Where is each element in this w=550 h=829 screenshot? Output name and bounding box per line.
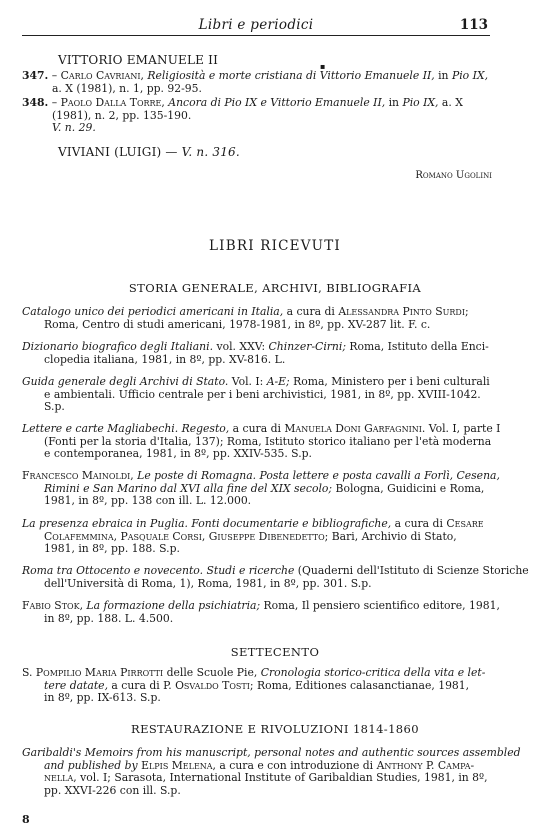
book-publication: vol. I; Sarasota, International Institute of Garibaldian Studies, 1981, in 8º,: [76, 771, 488, 784]
book-entry-catalogo: [22, 306, 492, 331]
entry-author: Paolo Dalla Torre,: [60, 96, 165, 109]
book-editor: Cesare: [446, 517, 484, 530]
entry-author: Carlo Cavriani,: [60, 69, 144, 82]
subhead-settecento: SETTECENTO: [230, 645, 320, 659]
subhead-restaurazione: [0, 722, 550, 736]
entry-title: Ancora di Pio IX e Vittorio Emanuele II,: [168, 96, 386, 109]
book-title: Guida generale degli Archivi di Stato.: [22, 375, 229, 388]
entry-in: in: [438, 69, 449, 82]
stray-mark: ▪: [320, 62, 326, 71]
book-title-continued: and published by: [44, 758, 138, 772]
book-entry-poste-romagna: [22, 469, 500, 508]
book-publication: in 8º, pp. 188. L. 4.500.: [44, 611, 174, 625]
book-text: Bari, Archivio di Stato,: [328, 529, 457, 543]
entry-dash: –: [51, 96, 58, 109]
book-publication: e ambientali. Ufficio centrale per i beni archivistici, 1981, in 8º, pp. XVIII-1042.: [44, 387, 481, 401]
book-text: Roma, Istituto della Enci-: [345, 340, 489, 353]
book-text: a cura di P.: [108, 678, 176, 692]
book-title: Dizionario biografico degli Italiani.: [22, 340, 214, 353]
entry-volume: a. X: [441, 96, 463, 109]
heading-viviani: [58, 145, 240, 159]
page-number: 113: [459, 17, 488, 33]
book-title: Garibaldi's Memoirs from his manuscript, personal notes and authentic sources assembled: [22, 746, 521, 759]
book-editors: Colafemmina, Pasquale Corsi, Giuseppe Dibenedetto;: [44, 529, 329, 543]
heading-vittorio-emanuele: VITTORIO EMANUELE II: [58, 53, 219, 67]
book-publication: e contemporanea, 1981, in 8º, pp. XXIV-535. S.p.: [44, 447, 312, 460]
subhead-restaurazione-label: RESTAURAZIONE E RIVOLUZIONI: [131, 722, 349, 736]
book-volume-title: Chinzer-Cirni;: [268, 340, 346, 353]
book-publication: in 8º, pp. IX-613. S.p.: [44, 691, 161, 704]
book-title: Cronologia storico-critica della vita e let-: [260, 666, 486, 679]
book-title: La formazione della psichiatria;: [83, 599, 261, 612]
running-header: [22, 17, 490, 36]
book-publication: dell'Università di Roma, 1), Roma, 1981, in 8º, pp. 301. S.p.: [44, 576, 372, 590]
book-title-continued: tere datate,: [44, 678, 108, 692]
book-text: Roma, Editiones calasanctianae, 1981,: [253, 678, 470, 692]
book-series: (Fonti per la storia d'Italia, 137); Roma, Istituto storico italiano per l'età moderna: [44, 434, 492, 448]
entry-continuation: a. X (1981), n. 1, pp. 92-95.: [52, 81, 202, 95]
book-entry-roma-ottocento: [22, 564, 529, 590]
book-entry-magliabechi: [22, 422, 501, 461]
book-author: S. Pompilio Maria Pirrotti: [22, 666, 164, 679]
book-entry-garibaldi: [22, 746, 521, 797]
book-text: Vol. I:: [228, 375, 267, 388]
viviani-cross-reference: — V. n. 316.: [165, 145, 240, 159]
book-editor: Manuela Doni Garfagnini.: [284, 422, 426, 435]
book-entry-psichiatria: [22, 599, 500, 625]
book-text: Bologna, Guidicini e Roma,: [332, 481, 485, 495]
entry-number: 347.: [22, 69, 49, 82]
running-title: Libri e periodici: [198, 17, 314, 33]
book-title: Le poste di Romagna. Posta lettere e posta cavalli a Forlì, Cesena,: [133, 469, 500, 482]
book-price: S.p.: [44, 400, 65, 413]
book-editor: Osvaldo Tosti;: [175, 678, 254, 692]
book-text: vol. XXV:: [213, 340, 269, 353]
book-text: Vol. I, parte I: [425, 422, 501, 435]
book-entry-pirrotti: [22, 667, 492, 705]
book-publication: clopedia italiana, 1981, in 8º, pp. XV-816. L.: [44, 352, 286, 366]
entry-347: [22, 70, 492, 95]
subhead-restaurazione-years: 1814-1860: [352, 722, 419, 736]
book-entry-dizionario: [22, 341, 492, 366]
signature-mark: 8: [22, 813, 30, 826]
heading-viviani-name: VIVIANI (LUIGI): [58, 145, 162, 159]
book-entry-presenza-ebraica: [22, 518, 492, 556]
entry-title: Religiosità e morte cristiana di Vittorio Emanuele II,: [147, 69, 435, 82]
entry-dash: –: [51, 69, 58, 82]
book-title: Lettere e carte Magliabechi. Regesto,: [22, 422, 230, 435]
entry-number: 348.: [22, 96, 49, 109]
entry-continuation: (1981), n. 2, pp. 135-190.: [52, 108, 192, 122]
book-author: Francesco Mainoldi,: [22, 469, 134, 482]
book-subtitle: Rimini e San Marino dal XVI alla fine del XIX secolo;: [44, 481, 333, 495]
book-text: a cura di: [283, 305, 339, 318]
entry-cross-reference: V. n. 29.: [52, 121, 96, 135]
book-editor: Alessandra Pinto Surdi;: [338, 305, 469, 318]
book-author: Elpis Melena,: [137, 758, 216, 772]
entry-journal: Pio IX,: [451, 69, 489, 82]
book-text: delle Scuole Pie,: [163, 666, 261, 679]
section-title-libri-ricevuti: LIBRI RICEVUTI: [209, 238, 341, 254]
book-editor-continued: nella,: [44, 771, 77, 784]
book-text: a cura di: [391, 517, 447, 530]
book-title: Catalogo unico dei periodici americani in Italia,: [22, 305, 284, 318]
book-editor: Anthony P. Campa-: [376, 758, 475, 772]
book-publication: 1981, in 8º, pp. 188. S.p.: [44, 542, 180, 555]
entry-348: [22, 97, 492, 135]
book-volume-title: A-E;: [266, 375, 290, 388]
book-publication: Roma, Centro di studi americani, 1978-1981, in 8º, pp. XV-287 lit. F. c.: [44, 317, 431, 331]
book-text: (Quaderni dell'Istituto di Scienze Storiche: [294, 564, 529, 577]
book-price: pp. XXVI-226 con ill. S.p.: [44, 783, 181, 797]
book-text: Roma, Ministero per i beni culturali: [289, 375, 490, 388]
book-publication: 1981, in 8º, pp. 138 con ill. L. 12.000.: [44, 494, 252, 507]
subhead-storia-generale: STORIA GENERALE, ARCHIVI, BIBLIOGRAFIA: [128, 281, 422, 295]
book-text: a cura di: [229, 422, 285, 435]
book-text: a cura e con introduzione di: [216, 758, 377, 772]
book-entry-guida: [22, 376, 492, 414]
book-title: La presenza ebraica in Puglia. Fonti documentarie e bibliografiche,: [22, 517, 392, 530]
entry-journal: Pio IX,: [402, 96, 439, 109]
book-author: Fabio Stok,: [22, 599, 83, 612]
reviewer-signature: Romano Ugolini: [415, 170, 492, 181]
book-text: Roma, Il pensiero scientifico editore, 1981,: [260, 599, 500, 612]
book-title: Roma tra Ottocento e novecento. Studi e ricerche: [22, 564, 295, 577]
entry-in: in: [388, 96, 399, 109]
